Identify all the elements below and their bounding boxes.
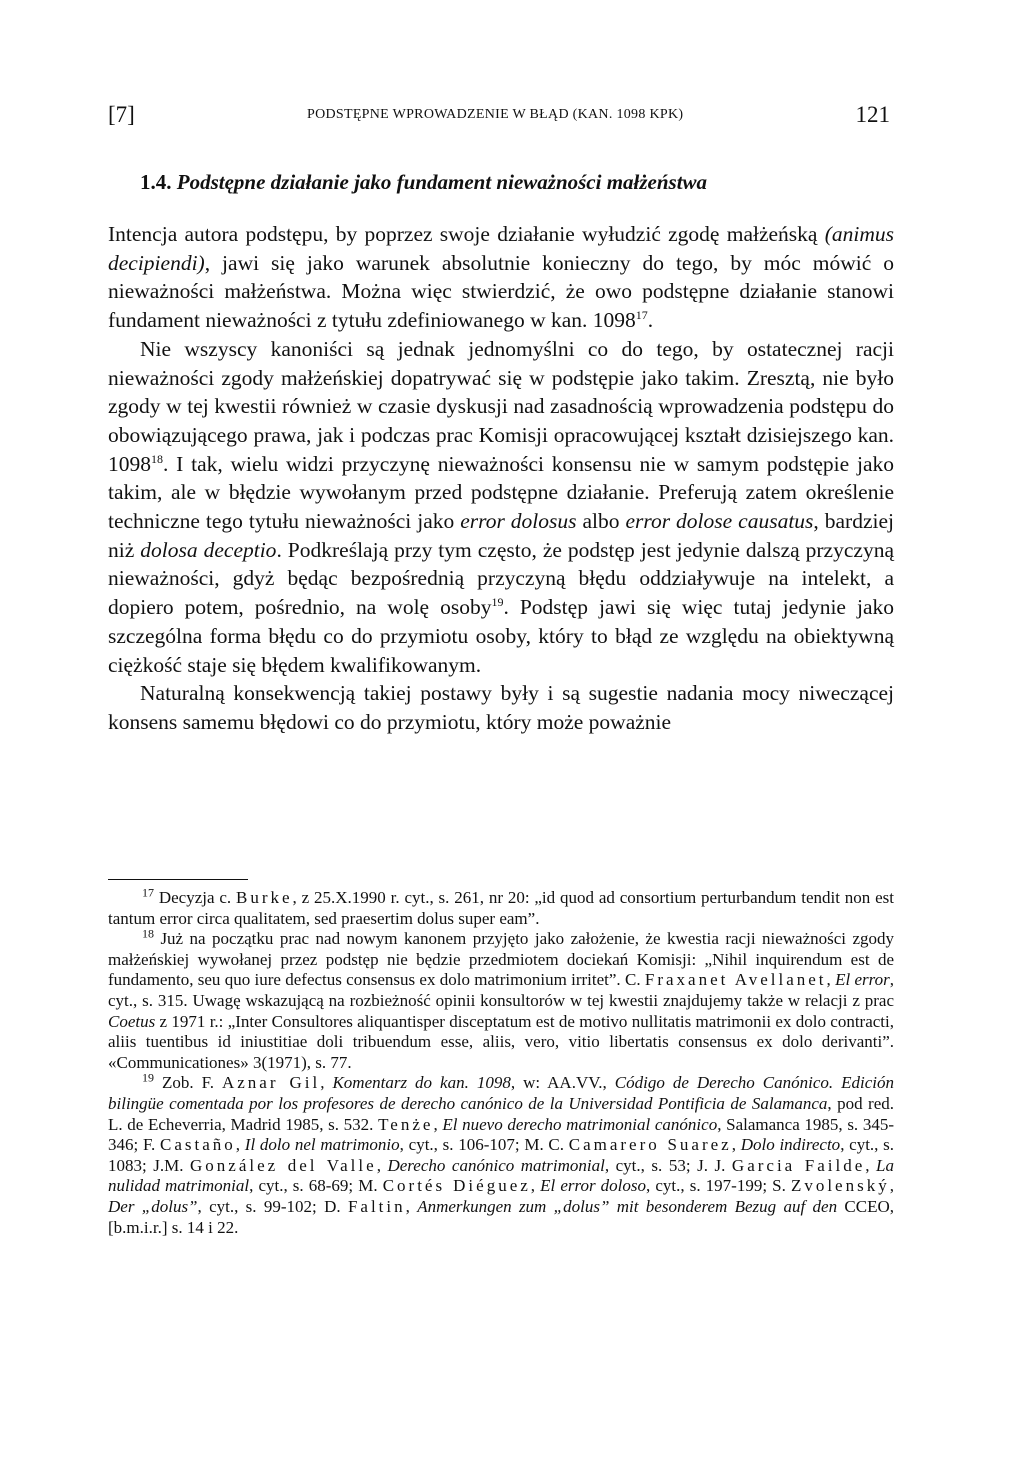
text: , (530, 1176, 541, 1196)
text: , z 25.X.1990 r. cyt., s. 261, nr 20: „id quod ad consortium perturbandum tendit non est tantum error circa qualitatem, sed praesertim dolus super eam”. (108, 888, 895, 928)
text: , (731, 1135, 741, 1155)
paragraph-3 (108, 679, 894, 736)
author-name: Camarero Suarez (568, 1135, 732, 1155)
text: , (433, 1114, 443, 1134)
text: Zob. F. (154, 1073, 222, 1093)
text: z 1971 r.: „Inter Consultores aliquantisper disceptatum est de motivo nullitatis matrimonii ex dolo contracti, aliis tuentibus id iniustitiae doli tribuendum esse, aliis, vero, vitio libertatis consensus ex dolo derivanti”. «Communicationes» 3(1971), s. 77. (108, 1011, 894, 1072)
text: Nie wszyscy kanoniści są jednak jednomyślni co do tego, by ostatecznej racji nieważności zgody małżeńskiej dopatrywać się w podstępie jako takim. Zresztą, nie było zgody w tej kwestii również w czasie dyskusji nad zasadnością wprowadzenia podstępu do obowiązującego prawa, jak i podczas prac Komisji opracowującej kształt dzisiejszego kan. 1098 (108, 336, 894, 476)
footnote-ref-19[interactable]: 19 (491, 594, 504, 609)
author-name: Zvolenský (790, 1176, 890, 1196)
footnote-number: 17 (142, 885, 154, 900)
latin-term: (animus decipiendi) (108, 222, 894, 275)
text: , pod red. L. de Echeverria, Madrid 1985, s. 532. (108, 1093, 894, 1134)
text: , cyt., s. 1083; J.M. (108, 1135, 895, 1175)
latin-term: error dolose causatus (625, 509, 814, 534)
body-text (108, 220, 894, 737)
footnotes (108, 885, 895, 1238)
text: Decyzja c. (154, 888, 236, 907)
author-name: Tenże (378, 1114, 434, 1134)
text: , cyt., s. 99-102; D. (197, 1196, 348, 1216)
work-title: Código de Derecho Canónico. Edición bilingüe comentada por los profesores de derecho canónico de la Universidad Pontificia de Salamanca (108, 1073, 894, 1113)
text: , (320, 1073, 333, 1093)
text: , (889, 1176, 894, 1196)
footnote-19 (108, 1070, 895, 1238)
work-title: Derecho canónico matrimonial (387, 1155, 605, 1175)
work-title: Anmerkungen zum „dolus” mit besonderem Bezug auf den (417, 1196, 838, 1216)
author-name: González del Valle (190, 1155, 377, 1175)
author-name: Castaño (160, 1135, 236, 1155)
page-number: 121 (855, 102, 890, 127)
text: , (376, 1155, 388, 1175)
section-number: 1.4. (140, 170, 172, 194)
footnote-divider (108, 879, 248, 880)
text: , bardziej niż (108, 509, 894, 562)
work-title: La nulidad matrimonial (108, 1155, 895, 1196)
text: . Podstęp jawi się więc tutaj jedynie jako szczególna forma błędu co do przymiotu osoby, który to błąd ze względu na obiektywną ciężkość staje się błędem kwalifikowanym. (108, 595, 894, 677)
text: Naturalną konsekwencją takiej postawy były i są sugestie nadania mocy niweczącej konsens samemu błędowi co do przymiotu, który może poważnie (108, 681, 894, 734)
work-title: El error doloso (540, 1176, 647, 1196)
text: , (405, 1196, 418, 1216)
text: , cyt., s. 68-69; M. (249, 1176, 383, 1196)
author-name: Burke (236, 888, 293, 907)
text: , cyt., s. 197-199; S. (646, 1176, 791, 1196)
work-title: El error (835, 970, 890, 990)
work-title: Dolo indirecto (740, 1135, 841, 1155)
latin-term: error dolosus (460, 509, 577, 534)
paragraph-1 (108, 220, 894, 335)
section-heading (140, 170, 707, 195)
footnote-18 (108, 926, 895, 1073)
text: , jawi się jako warunek absolutnie konieczny do tego, by móc mówić o nieważności małżeństwa. Można więc stwierdzić, że owo podstępne działanie stanowi fundament nieważności z tytułu zdefiniowanego w kan. 1098 (108, 250, 894, 333)
header-section-number: [7] (108, 102, 135, 127)
footnote-number: 18 (142, 926, 154, 941)
latin-term: dolosa deceptio (140, 537, 277, 562)
work-title: Komentarz do kan. 1098 (332, 1073, 511, 1093)
work-title: El nuevo derecho matrimonial canónico (442, 1114, 718, 1134)
author-name: Fraxanet Avellanet (644, 970, 827, 990)
text: , w: AA.VV., (510, 1073, 615, 1093)
text: . (647, 308, 654, 333)
running-header (108, 100, 890, 130)
footnote-17 (108, 885, 895, 929)
work-title: Coetus (108, 1011, 156, 1031)
header-title: PODSTĘPNE WPROWADZENIE W BŁĄD (KAN. 1098 KPK) (306, 107, 684, 122)
author-name: Cortés Diéguez (382, 1176, 531, 1196)
text: , (826, 970, 836, 990)
text: , cyt., s. 53; J. J. (604, 1155, 732, 1175)
text: , (865, 1155, 877, 1175)
author-name: Garcia Failde (731, 1155, 866, 1175)
footnote-ref-17[interactable]: 17 (635, 307, 648, 322)
footnote-ref-18[interactable]: 18 (151, 451, 163, 466)
text: CCEO, [b.m.i.r.] s. 14 i 22. (108, 1196, 895, 1237)
author-name: Aznar Gil (221, 1073, 321, 1093)
footnote-number: 19 (142, 1070, 154, 1085)
work-title: Der „dolus” (108, 1196, 198, 1216)
text: , cyt., s. 106-107; M. C. (399, 1135, 569, 1155)
paragraph-2 (108, 335, 894, 679)
text: Już na początku prac nad nowym kanonem przyjęto jako założenie, że kwestia racji nieważności zgody małżeńskiej wywołanej przez podstęp nie będzie przedmiotem dociekań Komisji: „Nihil inquirendum est de fundamento, seu quo iure defectus consensus ex dolo matrimonium irritet”. C. (108, 929, 894, 990)
text: . Podkreślają przy tym często, że podstęp jest jedynie dalszą przyczyną nieważności, gdyż będąc bezpośrednią przyczyną błędu oddziaływuje na intelekt, a dopiero potem, pośrednio, na wolę osoby (108, 537, 894, 620)
text: , Salamanca 1985, s. 345-346; F. (108, 1114, 895, 1155)
text: Intencja autora podstępu, by poprzez swoje działanie wyłudzić zgodę małżeńską (108, 222, 825, 246)
text: , (235, 1135, 245, 1155)
work-title: Il dolo nel matrimonio (244, 1135, 400, 1155)
text: albo (576, 509, 626, 534)
text: . I tak, wielu widzi przyczynę nieważności konsensu nie w samym podstępie jako takim, ale w błędzie wywołanym przed podstępne działanie. Preferują zatem określenie techniczne tego tytułu nieważności jako (108, 451, 894, 534)
text: , cyt., s. 315. Uwagę wskazującą na rozbieżność opinii konsultorów w tej kwestii znajdujemy także w relacji z prac (108, 970, 895, 1010)
author-name: Faltin (347, 1196, 406, 1216)
section-title: Podstępne działanie jako fundament nieważności małżeństwa (176, 170, 708, 194)
